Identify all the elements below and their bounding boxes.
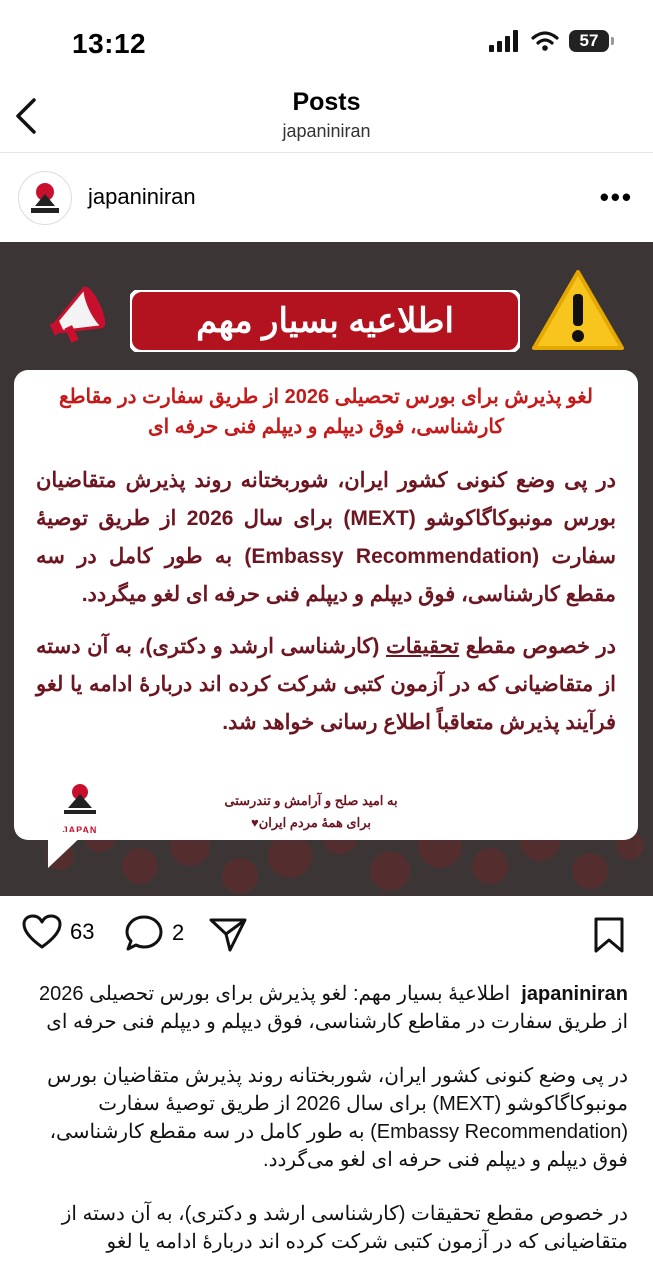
caption-line-1: اطلاعیهٔ بسیار مهم: لغو پذیرش برای بورس تحصیلی 2026 از طریق سفارت در مقاطع کارشناسی، فوق دیپلم و دیپلم فنی حرفه ای — [39, 983, 628, 1033]
comment-group — [124, 914, 184, 952]
share-icon[interactable] — [208, 916, 248, 954]
card-footer-line-2: برای همهٔ مردم ایران♥ — [250, 815, 371, 830]
status-time: 13:12 — [72, 28, 147, 59]
like-group — [22, 914, 94, 950]
card-paragraph-2-end: (کارشناسی ارشد و دکتری)، به آن دسته از متقاضیانی که در آزمون کتبی شرکت کرده اند دربارهٔ ادامه یا لغو فرآیند پذیرش متعاقباً اطلاع رسانی خواهد شد. — [36, 635, 616, 734]
like-count[interactable]: 63 — [70, 919, 95, 944]
post-caption — [22, 980, 628, 1282]
card-tail — [48, 832, 86, 868]
card-paragraph-2-start: در خصوص مقطع — [459, 635, 617, 658]
avatar[interactable] — [18, 171, 72, 225]
page-title: Posts — [292, 88, 361, 116]
more-options-icon[interactable]: ••• — [599, 182, 633, 212]
announcement-card — [14, 370, 638, 840]
card-footer — [164, 790, 458, 834]
status-bar — [0, 0, 653, 86]
megaphone-icon — [40, 274, 112, 346]
caption-paragraph-2: در پی وضع کنونی کشور ایران، شوربختانه روند پذیرش متقاضیان بورس مونبوکاگاکوشو (MEXT) برای سال 2026 از طریق توصیهٔ سفارت (Embassy Recommendation) به طور کامل در سه مقطع کارشناسی، فوق دیپلم و دیپلم فنی حرفه ای لغو می‌گردد. — [47, 1065, 628, 1171]
comment-count[interactable]: 2 — [172, 920, 185, 945]
card-logo — [58, 780, 102, 835]
post-actions — [0, 914, 653, 962]
card-headline: لغو پذیرش برای بورس تحصیلی 2026 از طریق سفارت در مقاطع کارشناسی، فوق دیپلم و دیپلم فنی حرفه ای — [58, 386, 594, 438]
warning-icon — [530, 268, 626, 352]
post-header — [0, 168, 653, 230]
post-username[interactable]: japaniniran — [88, 184, 196, 209]
japan-logo-icon — [19, 172, 71, 224]
card-paragraph-1: در پی وضع کنونی کشور ایران، شوربختانه روند پذیرش متقاضیان بورس مونبوکاگاکوشو (MEXT) برای سال 2026 از طریق توصیهٔ سفارت (Embassy Recommendation) به طور کامل در سه مقطع کارشناسی، فوق دیپلم و دیپلم فنی حرفه ای لغو میگردد. — [36, 469, 616, 606]
nav-bar — [0, 86, 653, 153]
card-footer-line-1: به امید صلح و آرامش و تندرستی — [224, 793, 398, 808]
banner-title: اطلاعیه بسیار مهم — [196, 302, 454, 340]
card-paragraph-2-underlined: تحقیقات — [385, 635, 460, 658]
signal-icon — [489, 30, 521, 52]
caption-username[interactable]: japaniniran — [521, 983, 628, 1005]
bookmark-icon[interactable] — [592, 916, 626, 954]
card-paragraph-2 — [36, 628, 616, 742]
heart-icon[interactable] — [22, 914, 62, 950]
card-body — [36, 462, 616, 756]
card-logo-text: JAPAN — [62, 825, 98, 835]
page-subtitle: japaniniran — [282, 121, 371, 141]
japan-logo-icon — [58, 780, 102, 820]
caption-paragraph-3: در خصوص مقطع تحقیقات (کارشناسی ارشد و دکتری)، به آن دسته از متقاضیانی که در آزمون کتبی شرکت کرده اند دربارهٔ ادامه یا لغو — [61, 1203, 628, 1253]
comment-icon[interactable] — [124, 914, 164, 952]
status-icons — [489, 30, 609, 52]
post-image[interactable] — [0, 242, 653, 896]
caption-first-paragraph — [22, 980, 628, 1036]
wifi-icon — [531, 30, 559, 52]
battery-icon: 57 — [569, 30, 609, 52]
